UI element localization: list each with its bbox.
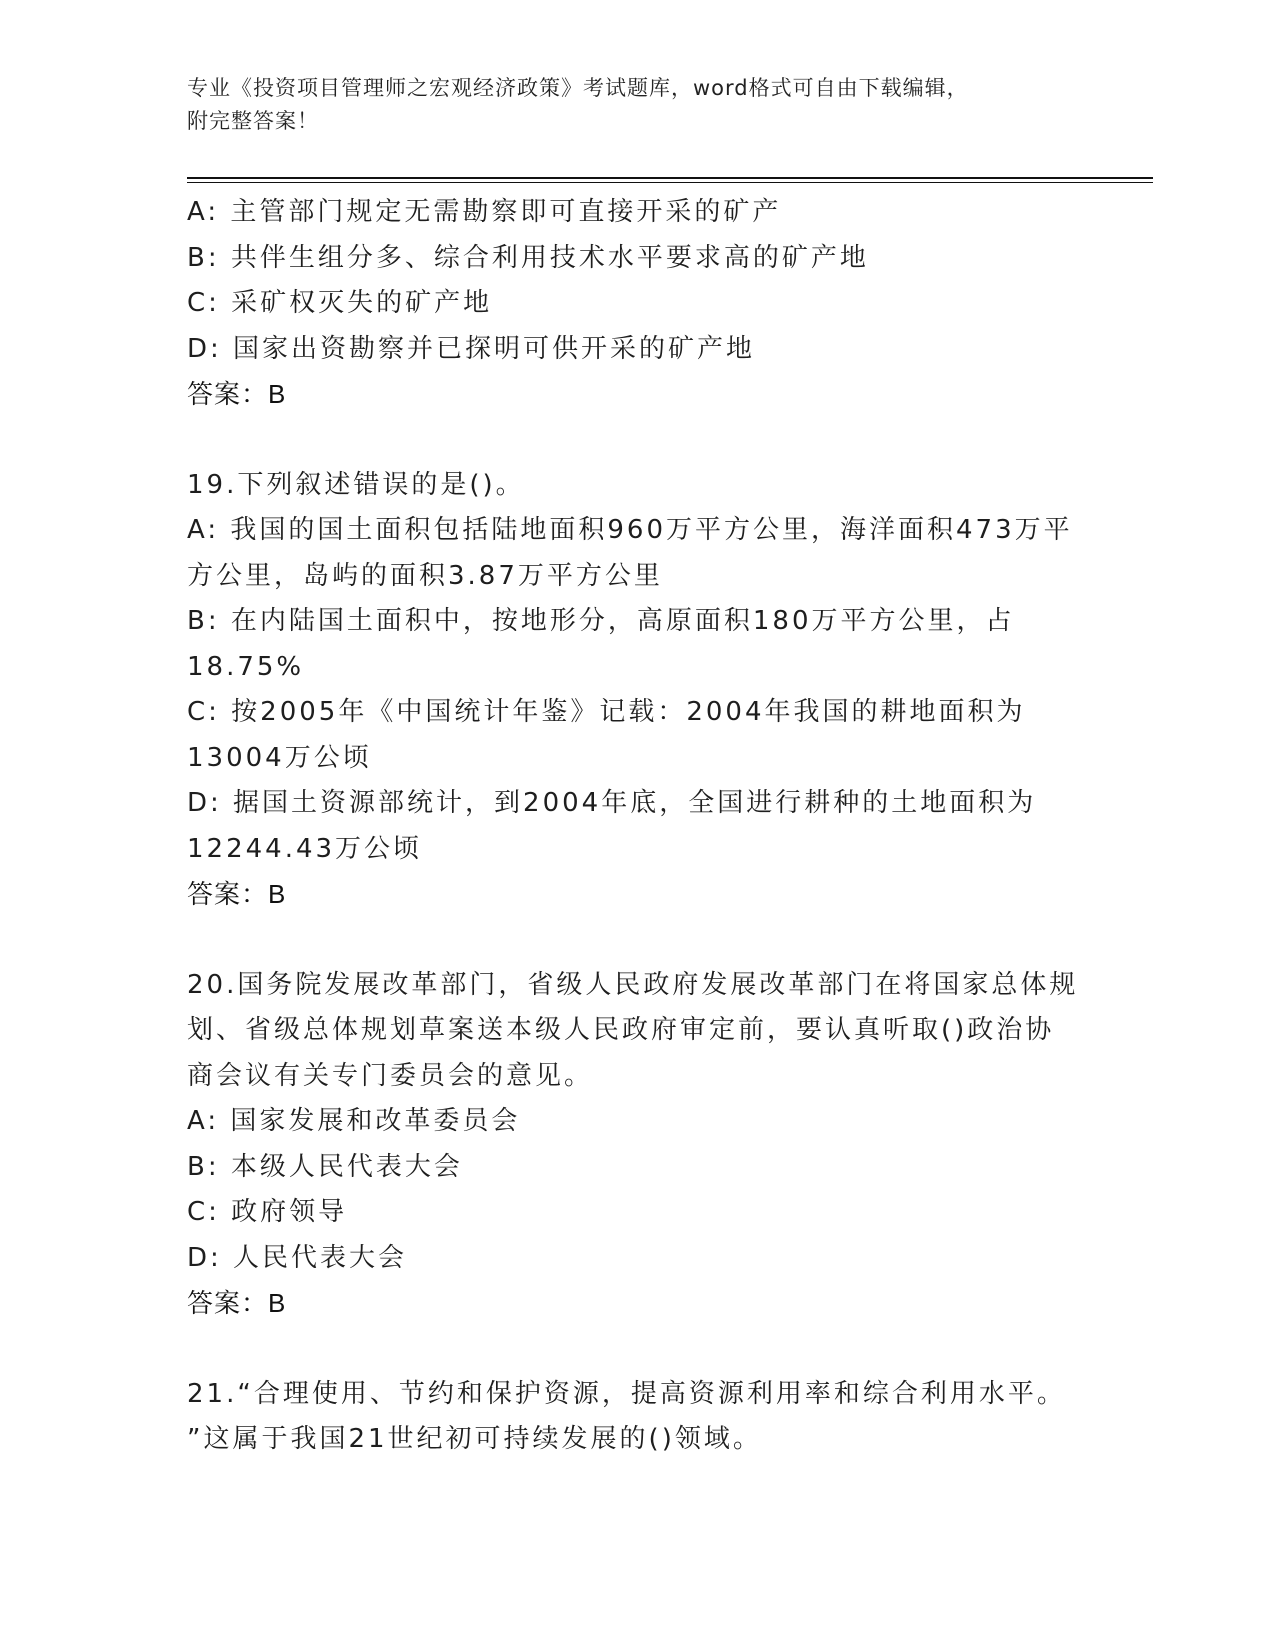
question-21 bbox=[187, 1372, 1087, 1463]
q18-option-d: D: 国家出资勘察并已探明可供开采的矿产地 bbox=[187, 333, 756, 364]
question-20 bbox=[187, 963, 1087, 1327]
q19-option-d-line-2: 12244.43万公顷 bbox=[187, 833, 423, 864]
q19-option-c-line-2: 13004万公顷 bbox=[187, 742, 372, 773]
header-line-2: 附完整答案！ bbox=[187, 109, 319, 133]
q19-option-b-line-2: 18.75% bbox=[187, 651, 305, 682]
q19-question: 19.下列叙述错误的是()。 bbox=[187, 469, 525, 500]
q18-option-a: A: 主管部门规定无需勘察即可直接开采的矿产 bbox=[187, 197, 782, 227]
q21-question-line-1: 21.“合理使用、节约和保护资源，提高资源利用率和综合利用水平。 bbox=[187, 1378, 1066, 1409]
header-divider-thin bbox=[187, 182, 1153, 183]
q20-option-a: A: 国家发展和改革委员会 bbox=[187, 1106, 521, 1136]
spacer bbox=[187, 918, 1087, 963]
q18-option-c: C: 采矿权灭失的矿产地 bbox=[187, 288, 493, 318]
q20-answer: 答案：B bbox=[187, 1288, 287, 1318]
q21-question-line-2: ”这属于我国21世纪初可持续发展的()领域。 bbox=[187, 1424, 762, 1454]
spacer bbox=[187, 1327, 1087, 1372]
q20-question-line-1: 20.国务院发展改革部门，省级人民政府发展改革部门在将国家总体规 bbox=[187, 969, 1079, 1000]
header-line-1: 专业《投资项目管理师之宏观经济政策》考试题库，word格式可自由下载编辑， bbox=[187, 76, 969, 100]
q18-answer: 答案：B bbox=[187, 379, 287, 409]
q19-option-c-line-1: C: 按2005年《中国统计年鉴》记载：2004年我国的耕地面积为 bbox=[187, 697, 1026, 727]
q20-option-c: C: 政府领导 bbox=[187, 1197, 348, 1227]
document-header bbox=[187, 72, 1087, 138]
q18-option-b: B: 共伴生组分多、综合利用技术水平要求高的矿产地 bbox=[187, 242, 869, 273]
spacer bbox=[187, 418, 1087, 463]
question-list bbox=[187, 190, 1087, 1463]
q20-question-line-2: 划、省级总体规划草案送本级人民政府审定前，要认真听取()政治协 bbox=[187, 1015, 1055, 1045]
question-18 bbox=[187, 190, 1087, 418]
q20-option-d: D: 人民代表大会 bbox=[187, 1242, 408, 1273]
q19-option-b-line-1: B: 在内陆国土面积中，按地形分，高原面积180万平方公里，占 bbox=[187, 606, 1015, 636]
q20-question-line-3: 商会议有关专门委员会的意见。 bbox=[187, 1060, 594, 1091]
q20-option-b: B: 本级人民代表大会 bbox=[187, 1151, 463, 1182]
q19-option-a-line-1: A: 我国的国土面积包括陆地面积960万平方公里，海洋面积473万平 bbox=[187, 515, 1073, 545]
question-19 bbox=[187, 463, 1087, 918]
q19-answer: 答案：B bbox=[187, 879, 287, 909]
header-divider-thick bbox=[187, 177, 1153, 179]
q19-option-d-line-1: D: 据国土资源部统计，到2004年底，全国进行耕种的土地面积为 bbox=[187, 788, 1037, 818]
q19-option-a-line-2: 方公里，岛屿的面积3.87万平方公里 bbox=[187, 560, 663, 591]
